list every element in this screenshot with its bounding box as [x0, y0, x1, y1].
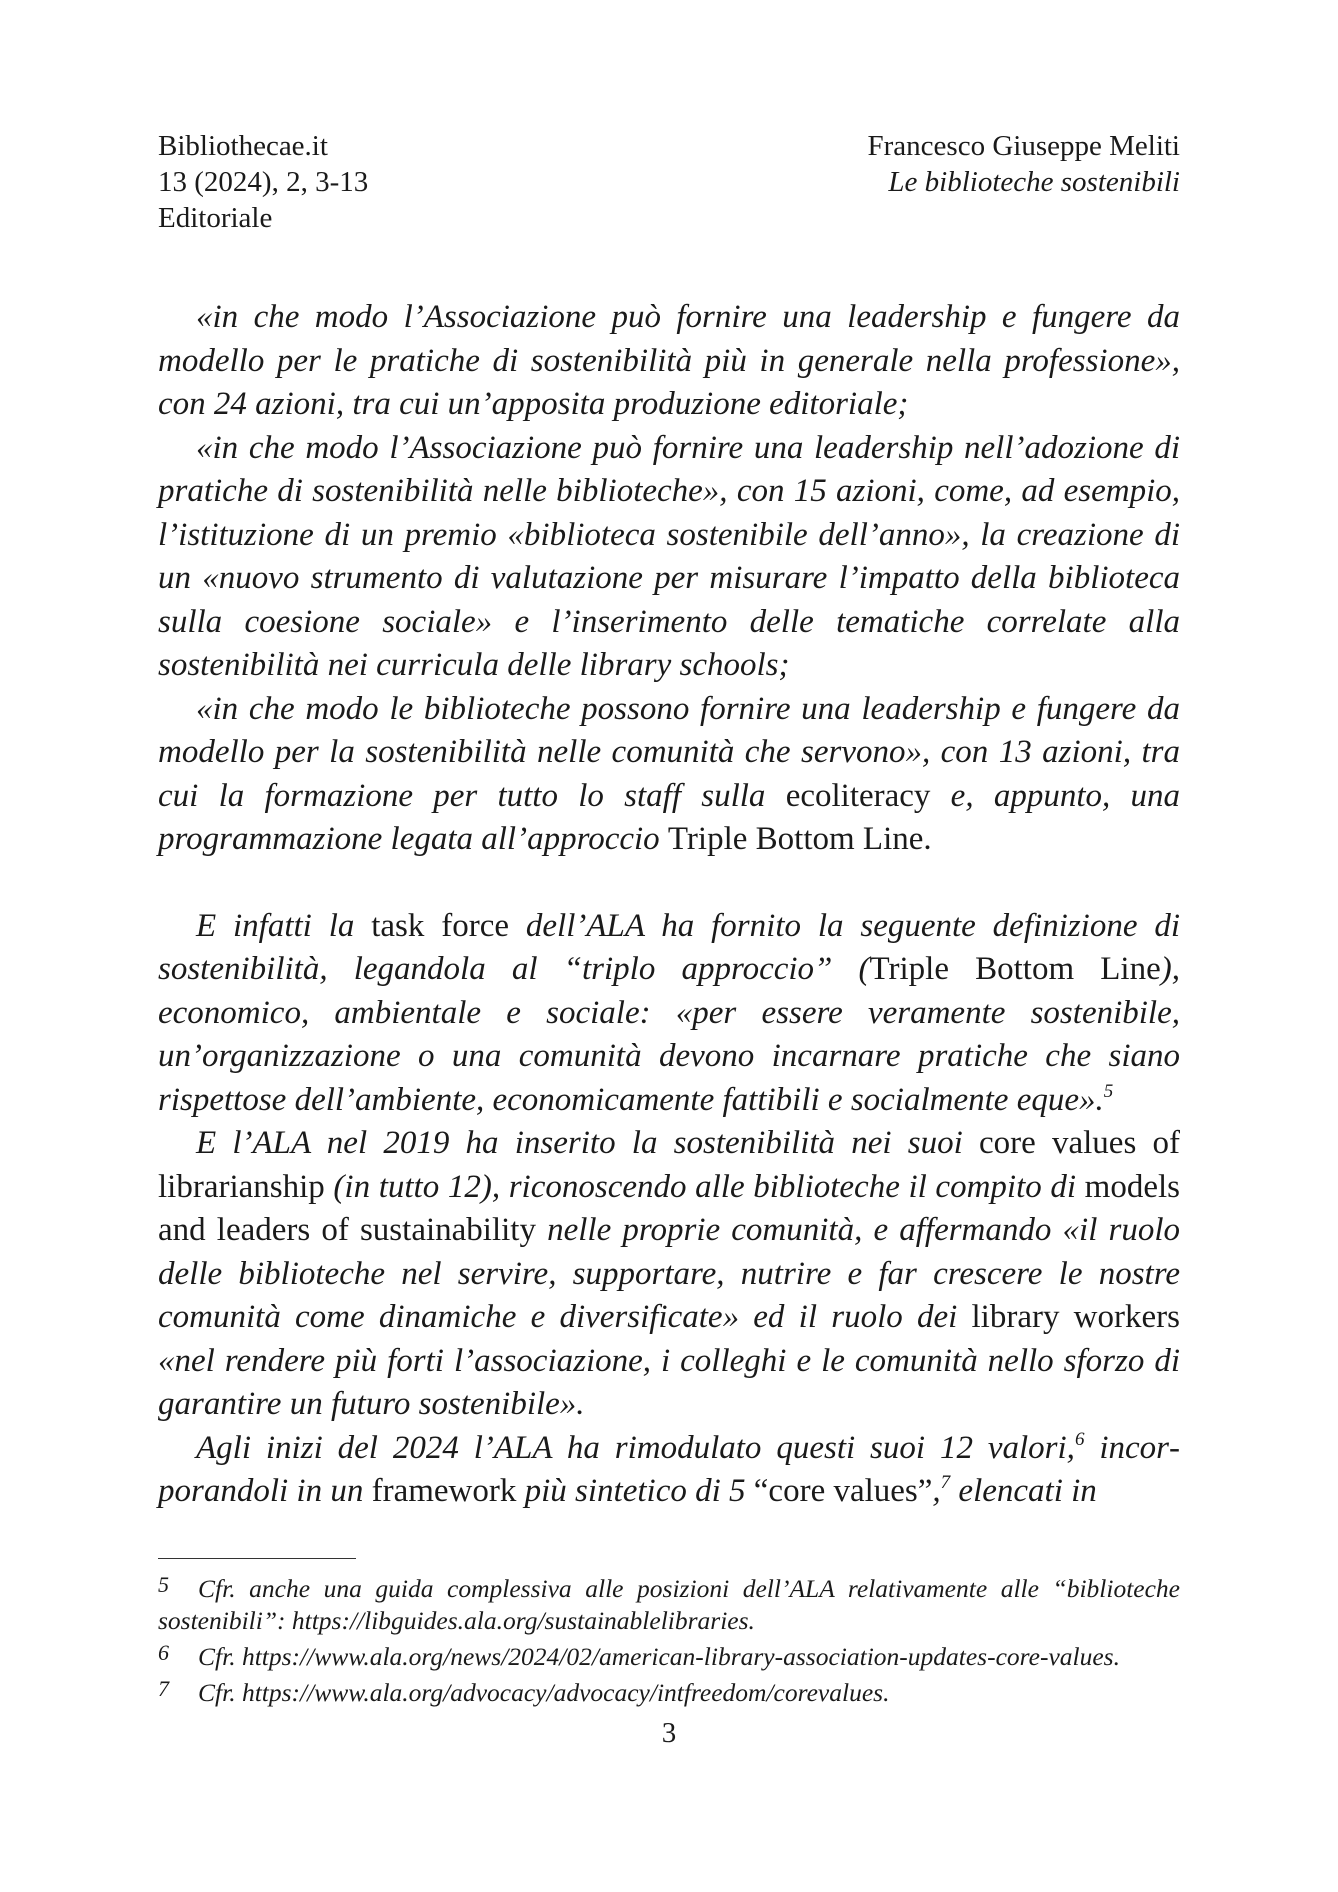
page-number: 3 [661, 1716, 677, 1749]
text-run: , [932, 1473, 941, 1509]
header-right [868, 128, 1180, 236]
footnote-number: 7 [158, 1675, 169, 1701]
section-name: Editoriale [158, 202, 273, 234]
footnote-reference: 5 [1103, 1080, 1114, 1102]
text-run: più sintetico di 5 [516, 1473, 754, 1509]
text-run: Agli inizi del 2024 l’ALA ha rimodulato questi suoi 12 valori, [196, 1429, 1075, 1466]
body-paragraph [158, 427, 1180, 688]
footnote [158, 1673, 1180, 1709]
text-run: dell’ALA ha fornito la seguente definizione di sostenibilità, legandola al “triplo approccio” ( [158, 907, 1180, 987]
footnote-number: 5 [158, 1571, 169, 1597]
body-paragraph [158, 1122, 1180, 1427]
footnote [158, 1569, 1180, 1637]
text-run: (in tutto 12), riconoscendo alle biblioteche il compito di [324, 1168, 1085, 1205]
text-run: incorporandoli in un [158, 1429, 1180, 1509]
footnote-number: 6 [158, 1639, 169, 1665]
body-text [158, 296, 1180, 1514]
text-run: elencati in [950, 1473, 1097, 1509]
header-left [158, 128, 368, 236]
body-paragraph [158, 296, 1180, 427]
text-run: «in che modo le biblioteche possono fornire una leadership e fungere da modello per la sostenibilità nelle comunità che servono», con 13 azioni, tra cui la formazione per tutto lo staff sulla [158, 690, 1180, 814]
journal-name: Bibliothecae.it [158, 130, 328, 162]
page [158, 128, 1180, 1750]
footnote-reference: 7 [940, 1472, 951, 1493]
body-paragraph [158, 905, 1180, 1123]
footnotes [158, 1569, 1180, 1709]
footnote [158, 1637, 1180, 1673]
text-run: e, appunto, una programmazione legata all’approccio [158, 777, 1180, 857]
footnote-text: Cfr. https://www.ala.org/advocacy/advocacy/intfreedom/corevalues. [198, 1677, 890, 1707]
roman-term: Triple Bottom Line [869, 951, 1161, 987]
body-paragraph [158, 1427, 1180, 1514]
footnote-reference: 6 [1074, 1428, 1085, 1450]
text-run: E l’ALA nel 2019 ha inserito la sostenibilità nei suoi [196, 1125, 979, 1161]
text-run: E infatti la [196, 907, 372, 944]
author-name: Francesco Giuseppe Meliti [867, 130, 1180, 162]
body-paragraph [158, 688, 1180, 862]
roman-term: “core values” [753, 1473, 933, 1509]
text-run: «nel rendere più forti l’associazione, i colleghi e le comunità nello sforzo di garantire un futuro sostenibile». [158, 1342, 1180, 1422]
text-run: nelle proprie comunità, e affermando «il ruolo delle biblioteche nel servire, supportare, nutrire e far crescere le nostre comunità come dinamiche e diversificate» ed il ruolo dei [158, 1212, 1181, 1335]
footnote-rule [158, 1558, 356, 1559]
roman-term: models and leaders of sustainability [158, 1168, 1180, 1248]
issue-info: 13 (2024), 2, 3-13 [158, 166, 369, 198]
text-run: «in che modo l’Associazione può fornire una leadership e fungere da modello per le pratiche di sostenibilità più in generale nella professione», con 24 azioni, tra cui un’apposita produzione editoriale; [158, 299, 1180, 422]
article-title: Le biblioteche sostenibili [888, 166, 1180, 198]
roman-term: core values of librarianship [158, 1125, 1180, 1205]
footnote-text: Cfr. https://www.ala.org/news/2024/02/american-library-association-updates-core-values. [198, 1641, 1120, 1671]
footnote-text: Cfr. anche una guida complessiva alle posizioni dell’ALA relativamente alle “biblioteche sostenibili”: https://libguides.ala.org/sustainablelibraries. [158, 1573, 1180, 1635]
text-run: ), economico, ambientale e sociale: «per essere veramente sostenibile, un’organizzazione o una comunità devono incarnare pratiche che siano rispettose dell’ambiente, economicamente fattibili e socialmente eque». [158, 951, 1180, 1118]
roman-term: task force [371, 907, 510, 944]
roman-term: library workers [971, 1299, 1180, 1335]
text-run: «in che modo l’Associazione può fornire una leadership nell’adozione di pratiche di sostenibilità nelle biblioteche», con 15 azioni, come, ad esempio, l’istituzione di un premio «biblioteca sostenibile dell’anno», la creazione di un «nuovo strumento di valutazione per misurare l’impatto della biblioteca sulla coesione sociale» e l’inserimento delle tematiche correlate alla sostenibilità nei curricula delle library schools; [158, 429, 1180, 683]
roman-term: framework [371, 1473, 517, 1509]
running-header [158, 128, 1180, 236]
roman-term: Triple Bottom Line. [667, 821, 932, 857]
roman-term: ecoliteracy [785, 777, 931, 814]
